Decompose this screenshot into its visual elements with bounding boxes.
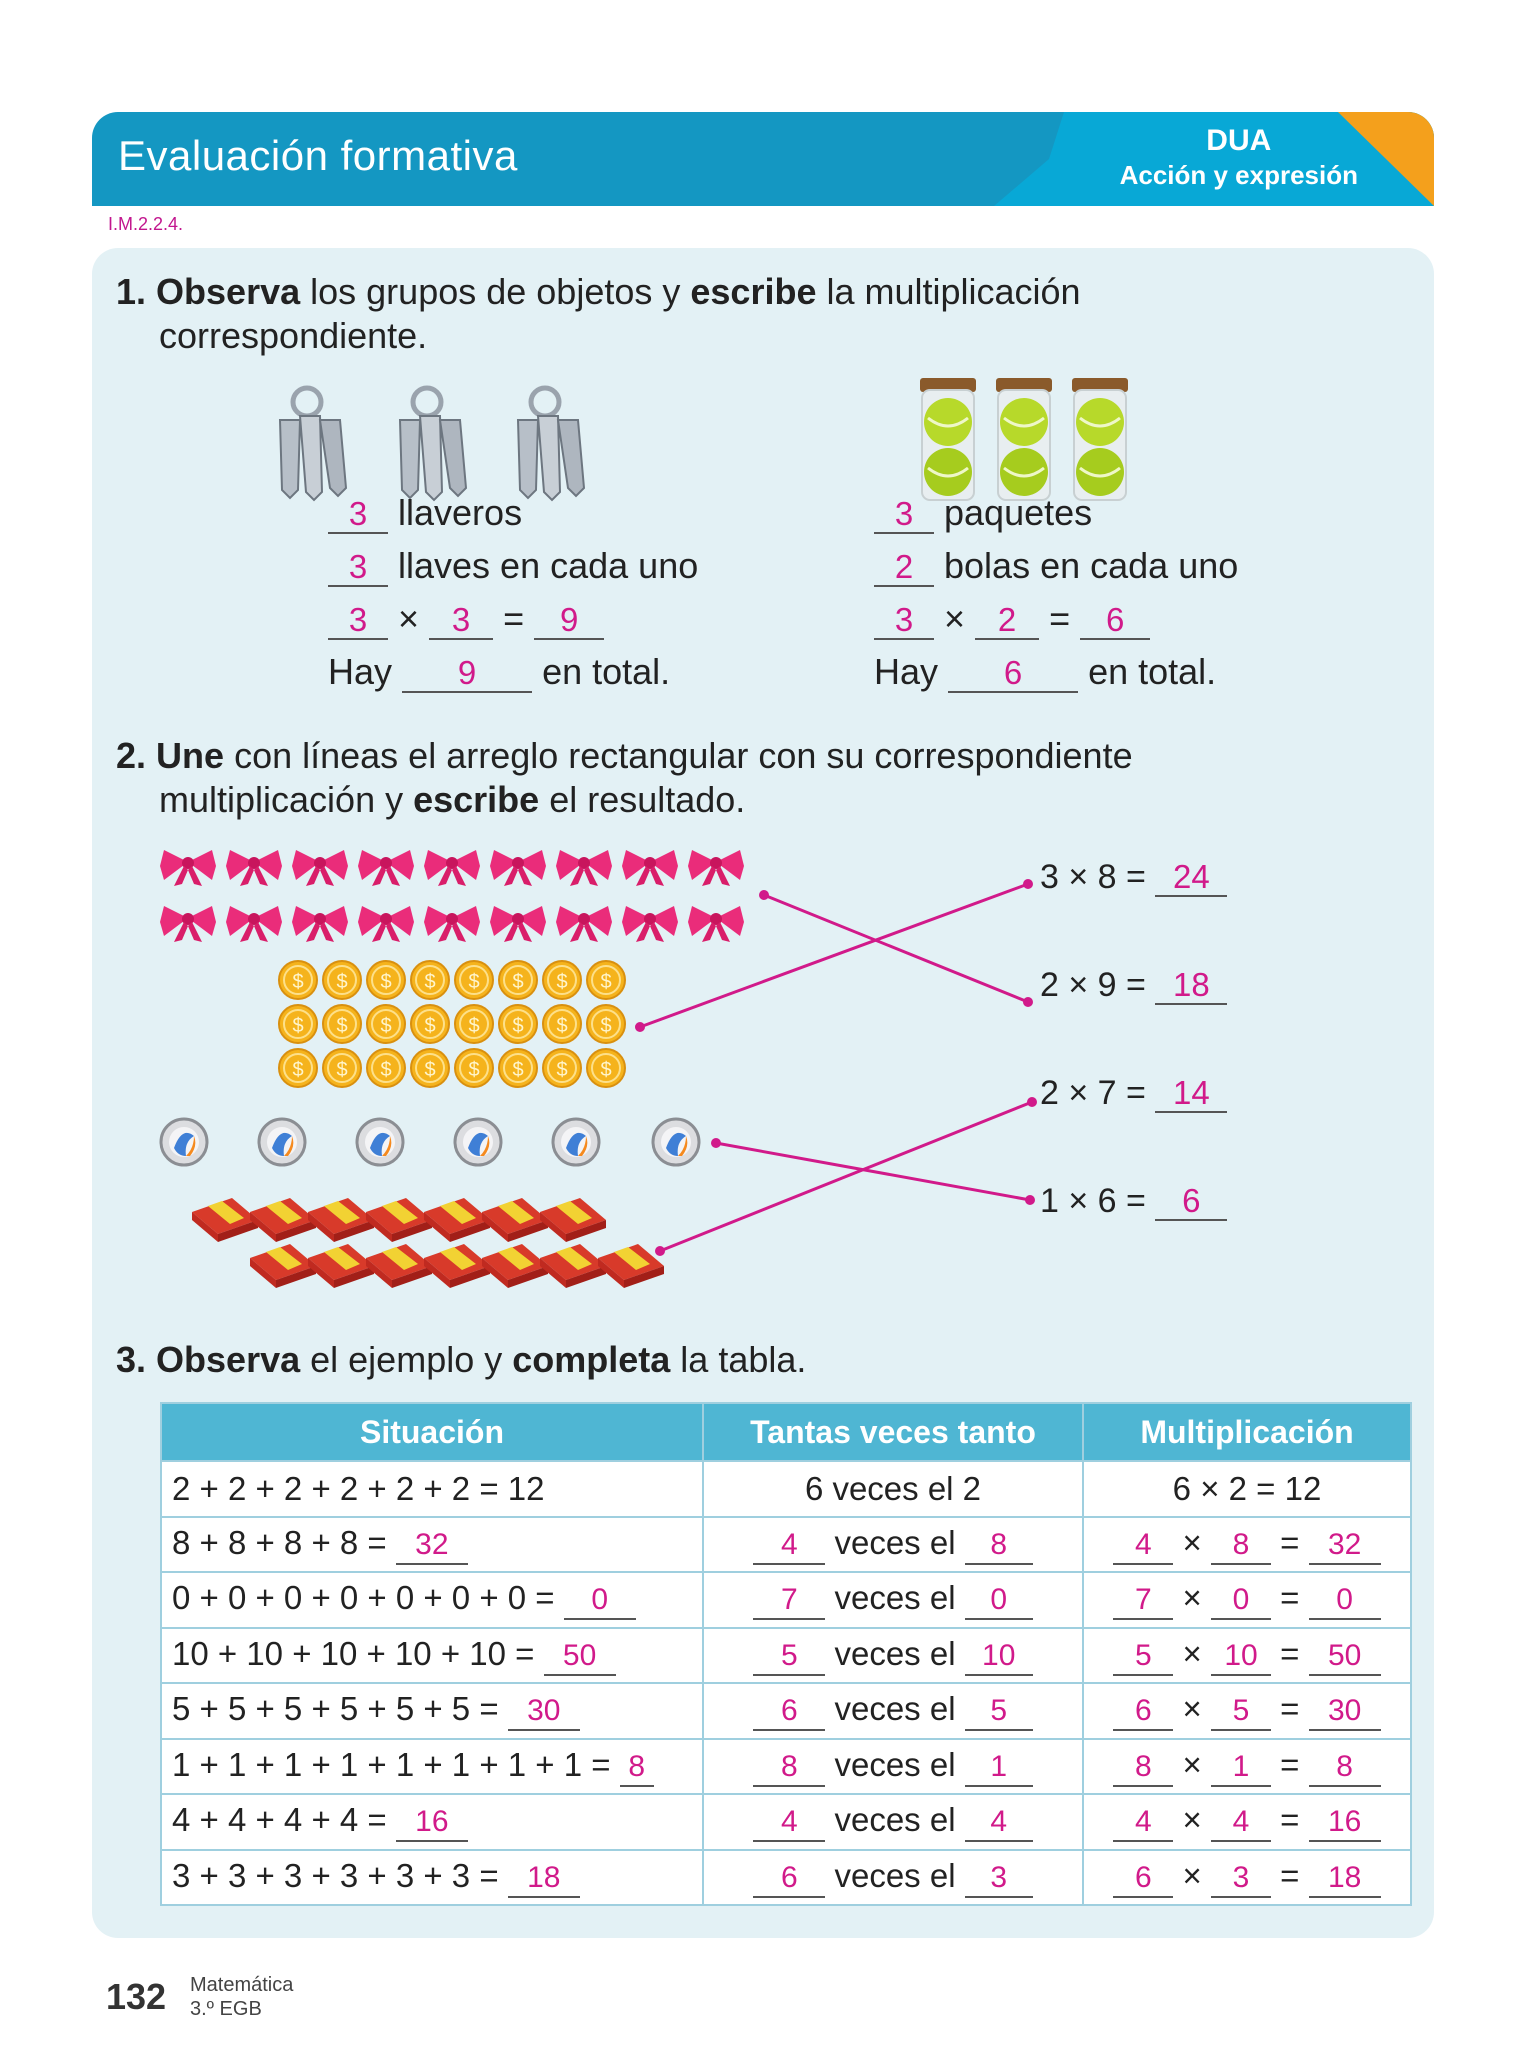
line-label: en total. — [542, 651, 671, 692]
instruction-verb: escribe — [690, 271, 817, 312]
answer-blank[interactable]: 4 — [1211, 1804, 1271, 1842]
answer-blank[interactable]: 3 — [328, 602, 388, 640]
answer-blank[interactable]: 0 — [965, 1582, 1033, 1620]
equals-sign: = — [1280, 1801, 1300, 1839]
equation-expr: 3 × 8 = — [1040, 858, 1146, 896]
gum-array — [192, 1198, 664, 1288]
answer-blank[interactable]: 1 — [965, 1749, 1033, 1787]
cell-multiplication — [1083, 1794, 1411, 1850]
answer-blank[interactable]: 24 — [1155, 859, 1227, 897]
cell-situation — [161, 1850, 703, 1906]
situation-text: 0 + 0 + 0 + 0 + 0 + 0 + 0 = — [172, 1579, 555, 1617]
answer-blank[interactable]: 30 — [508, 1693, 580, 1731]
line-label: en total. — [1088, 651, 1217, 692]
table-header-row — [161, 1403, 1411, 1461]
equals-sign: = — [1049, 598, 1071, 639]
grade-label: 3.º EGB — [190, 1998, 262, 2020]
balls-total-line — [874, 651, 1216, 693]
indicator-code: I.M.2.2.4. — [108, 214, 184, 234]
subject-label: Matemática — [190, 1974, 294, 1996]
answer-blank[interactable]: 3 — [874, 496, 934, 534]
instruction-verb: Observa — [156, 271, 301, 312]
answer-blank[interactable]: 50 — [1309, 1638, 1381, 1676]
exercise-number: 1. — [116, 271, 147, 312]
answer-blank[interactable]: 1 — [1211, 1749, 1271, 1787]
cell-times — [703, 1628, 1083, 1684]
answer-blank[interactable]: 5 — [1211, 1693, 1271, 1731]
table-row — [161, 1517, 1411, 1573]
instruction-text: el ejemplo y — [300, 1339, 513, 1380]
equals-sign: = — [1280, 1690, 1300, 1728]
answer-blank[interactable]: 3 — [965, 1860, 1033, 1898]
veces-label: veces el — [834, 1801, 956, 1839]
answer-blank[interactable]: 4 — [753, 1804, 825, 1842]
answer-blank[interactable]: 7 — [1113, 1582, 1173, 1620]
multiplication-table — [160, 1402, 1412, 1906]
answer-blank[interactable]: 3 — [328, 496, 388, 534]
answer-blank[interactable]: 6 — [1113, 1693, 1173, 1731]
situation-text: 1 + 1 + 1 + 1 + 1 + 1 + 1 + 1 = — [172, 1745, 611, 1783]
instruction-text: multiplicación y — [159, 779, 414, 820]
answer-blank[interactable]: 14 — [1155, 1075, 1227, 1113]
table-row-example — [161, 1461, 1411, 1517]
table-row — [161, 1850, 1411, 1906]
answer-blank[interactable]: 3 — [874, 602, 934, 640]
veces-label: veces el — [834, 1579, 956, 1617]
cell-multiplication — [1083, 1850, 1411, 1906]
dua-subtitle: Acción y expresión — [1119, 160, 1358, 190]
situation-text: 5 + 5 + 5 + 5 + 5 + 5 = — [172, 1690, 499, 1728]
answer-blank[interactable]: 18 — [508, 1860, 580, 1898]
line-label: paquetes — [944, 492, 1093, 533]
answer-blank[interactable]: 6 — [753, 1693, 825, 1731]
exercise-number: 2. — [116, 735, 147, 776]
answer-blank[interactable]: 4 — [1113, 1804, 1173, 1842]
cell-multiplication — [1083, 1628, 1411, 1684]
exercise-2-instruction-cont — [159, 778, 745, 822]
answer-blank[interactable]: 10 — [1211, 1638, 1271, 1676]
answer-blank[interactable]: 6 — [948, 655, 1078, 693]
keyring-icon — [280, 388, 346, 500]
keyring-icon — [400, 388, 466, 500]
table-row — [161, 1628, 1411, 1684]
situation-text: 8 + 8 + 8 + 8 = — [172, 1523, 387, 1561]
ball-jar-icon — [1072, 378, 1128, 500]
instruction-text: la multiplicación — [816, 271, 1081, 312]
answer-blank[interactable]: 8 — [1113, 1749, 1173, 1787]
answer-blank[interactable]: 50 — [544, 1638, 616, 1676]
equation-3x8 — [1040, 858, 1227, 897]
keys-multiplication-line — [328, 598, 604, 640]
keys-groups-line — [328, 492, 522, 534]
answer-blank[interactable]: 3 — [429, 602, 493, 640]
equation-2x7 — [1040, 1074, 1227, 1113]
instruction-text: con líneas el arreglo rectangular con su correspondiente — [224, 735, 1133, 776]
times-sign: × — [398, 598, 420, 639]
cell-situation — [161, 1794, 703, 1850]
answer-blank[interactable]: 5 — [1113, 1638, 1173, 1676]
times-sign: × — [1182, 1523, 1202, 1561]
header-situacion: Situación — [161, 1403, 703, 1461]
veces-label: veces el — [834, 1856, 956, 1894]
answer-blank[interactable]: 5 — [965, 1693, 1033, 1731]
ball-jar-icon — [920, 378, 976, 500]
table-row — [161, 1794, 1411, 1850]
answer-blank[interactable]: 6 — [1080, 602, 1150, 640]
cell-times — [703, 1572, 1083, 1628]
cell-situation — [161, 1683, 703, 1739]
answer-blank[interactable]: 7 — [753, 1582, 825, 1620]
equation-1x6 — [1040, 1182, 1227, 1221]
times-sign: × — [1182, 1801, 1202, 1839]
answer-blank[interactable]: 6 — [1155, 1183, 1227, 1221]
equals-sign: = — [503, 598, 525, 639]
cell-situation — [161, 1739, 703, 1795]
line-label: Hay — [328, 651, 393, 692]
situation-text: 10 + 10 + 10 + 10 + 10 = — [172, 1634, 535, 1672]
answer-blank[interactable]: 0 — [564, 1582, 636, 1620]
instruction-text: la tabla. — [670, 1339, 807, 1380]
times-sign: × — [1182, 1690, 1202, 1728]
answer-blank[interactable]: 32 — [1309, 1527, 1381, 1565]
answer-blank[interactable]: 3 — [328, 549, 388, 587]
cell-multiplication: 6 × 2 = 12 — [1083, 1461, 1411, 1517]
answer-blank[interactable]: 18 — [1155, 967, 1227, 1005]
cell-situation — [161, 1517, 703, 1573]
bow-array — [160, 850, 744, 942]
answer-blank[interactable]: 32 — [396, 1527, 468, 1565]
answer-blank[interactable]: 0 — [1211, 1582, 1271, 1620]
situation-text: 3 + 3 + 3 + 3 + 3 + 3 = — [172, 1856, 499, 1894]
answer-blank[interactable]: 4 — [753, 1527, 825, 1565]
equals-sign: = — [1280, 1523, 1300, 1561]
cell-multiplication — [1083, 1572, 1411, 1628]
answer-blank[interactable]: 0 — [1309, 1582, 1381, 1620]
veces-label: veces el — [834, 1690, 956, 1728]
answer-blank[interactable]: 2 — [874, 549, 934, 587]
equals-sign: = — [1280, 1634, 1300, 1672]
instruction-verb: Une — [156, 735, 225, 776]
equals-sign: = — [1280, 1579, 1300, 1617]
answer-blank[interactable]: 8 — [1309, 1749, 1381, 1787]
times-sign: × — [1182, 1745, 1202, 1783]
dua-label: DUA — [1206, 124, 1272, 157]
exercise-1-instruction-cont: correspondiente. — [159, 315, 428, 356]
cell-times — [703, 1794, 1083, 1850]
answer-blank[interactable]: 6 — [1113, 1860, 1173, 1898]
cell-times — [703, 1683, 1083, 1739]
answer-blank[interactable]: 5 — [753, 1638, 825, 1676]
times-sign: × — [1182, 1634, 1202, 1672]
exercise-number: 3. — [116, 1339, 147, 1380]
table-row — [161, 1739, 1411, 1795]
line-label: llaves en cada uno — [398, 545, 699, 586]
cell-times: 6 veces el 2 — [703, 1461, 1083, 1517]
answer-blank[interactable]: 16 — [396, 1804, 468, 1842]
answer-blank[interactable]: 9 — [534, 602, 604, 640]
illustrations: $ — [0, 0, 1536, 2048]
cell-multiplication — [1083, 1517, 1411, 1573]
line-label: Hay — [874, 651, 939, 692]
equation-expr: 2 × 7 = — [1040, 1074, 1146, 1112]
times-sign: × — [1182, 1856, 1202, 1894]
instruction-verb: escribe — [413, 779, 540, 820]
exercise-2-instruction — [116, 734, 1133, 778]
answer-blank[interactable]: 6 — [753, 1860, 825, 1898]
situation-text: 4 + 4 + 4 + 4 = — [172, 1801, 387, 1839]
instruction-text: el resultado. — [539, 779, 746, 820]
times-sign: × — [944, 598, 966, 639]
instruction-text: los grupos de objetos y — [300, 271, 691, 312]
balls-multiplication-line — [874, 598, 1150, 640]
answer-blank[interactable]: 18 — [1309, 1860, 1381, 1898]
cell-times — [703, 1517, 1083, 1573]
equation-expr: 2 × 9 = — [1040, 966, 1146, 1004]
equals-sign: = — [1280, 1745, 1300, 1783]
balls-each-line — [874, 545, 1238, 587]
veces-label: veces el — [834, 1745, 956, 1783]
answer-blank[interactable]: 4 — [1113, 1527, 1173, 1565]
table-row — [161, 1572, 1411, 1628]
answer-blank[interactable]: 8 — [965, 1527, 1033, 1565]
answer-blank[interactable]: 9 — [402, 655, 532, 693]
answer-blank[interactable]: 8 — [753, 1749, 825, 1787]
equation-2x9 — [1040, 966, 1227, 1005]
cell-situation — [161, 1628, 703, 1684]
table-row — [161, 1683, 1411, 1739]
answer-blank[interactable]: 8 — [1211, 1527, 1271, 1565]
answer-blank[interactable]: 8 — [620, 1749, 654, 1787]
veces-label: veces el — [834, 1523, 956, 1561]
header-tantas-veces: Tantas veces tanto — [703, 1403, 1083, 1461]
answer-blank[interactable]: 2 — [975, 602, 1039, 640]
cell-times — [703, 1739, 1083, 1795]
page-title: Evaluación formativa — [118, 132, 518, 179]
page-number: 132 — [106, 1976, 167, 2017]
times-sign: × — [1182, 1579, 1202, 1617]
cell-multiplication — [1083, 1683, 1411, 1739]
exercise-3-instruction — [116, 1338, 806, 1382]
cell-situation: 2 + 2 + 2 + 2 + 2 + 2 = 12 — [161, 1461, 703, 1517]
coin-array — [279, 961, 625, 1087]
keyring-icon — [518, 388, 584, 500]
matching-lines — [635, 879, 1037, 1256]
keys-each-line — [328, 545, 698, 587]
line-label: bolas en cada uno — [944, 545, 1239, 586]
cell-multiplication — [1083, 1739, 1411, 1795]
equation-expr: 1 × 6 = — [1040, 1182, 1146, 1220]
answer-blank[interactable]: 16 — [1309, 1804, 1381, 1842]
answer-blank[interactable]: 10 — [965, 1638, 1033, 1676]
marble-array — [161, 1119, 699, 1165]
instruction-verb: Observa — [156, 1339, 301, 1380]
header-multiplicacion: Multiplicación — [1083, 1403, 1411, 1461]
keys-total-line — [328, 651, 670, 693]
instruction-verb: completa — [512, 1339, 671, 1380]
equals-sign: = — [1280, 1856, 1300, 1894]
cell-times — [703, 1850, 1083, 1906]
answer-blank[interactable]: 4 — [965, 1804, 1033, 1842]
answer-blank[interactable]: 3 — [1211, 1860, 1271, 1898]
ball-jar-icon — [996, 378, 1052, 500]
cell-situation — [161, 1572, 703, 1628]
veces-label: veces el — [834, 1634, 956, 1672]
answer-blank[interactable]: 30 — [1309, 1693, 1381, 1731]
balls-groups-line — [874, 492, 1092, 534]
line-label: llaveros — [398, 492, 523, 533]
